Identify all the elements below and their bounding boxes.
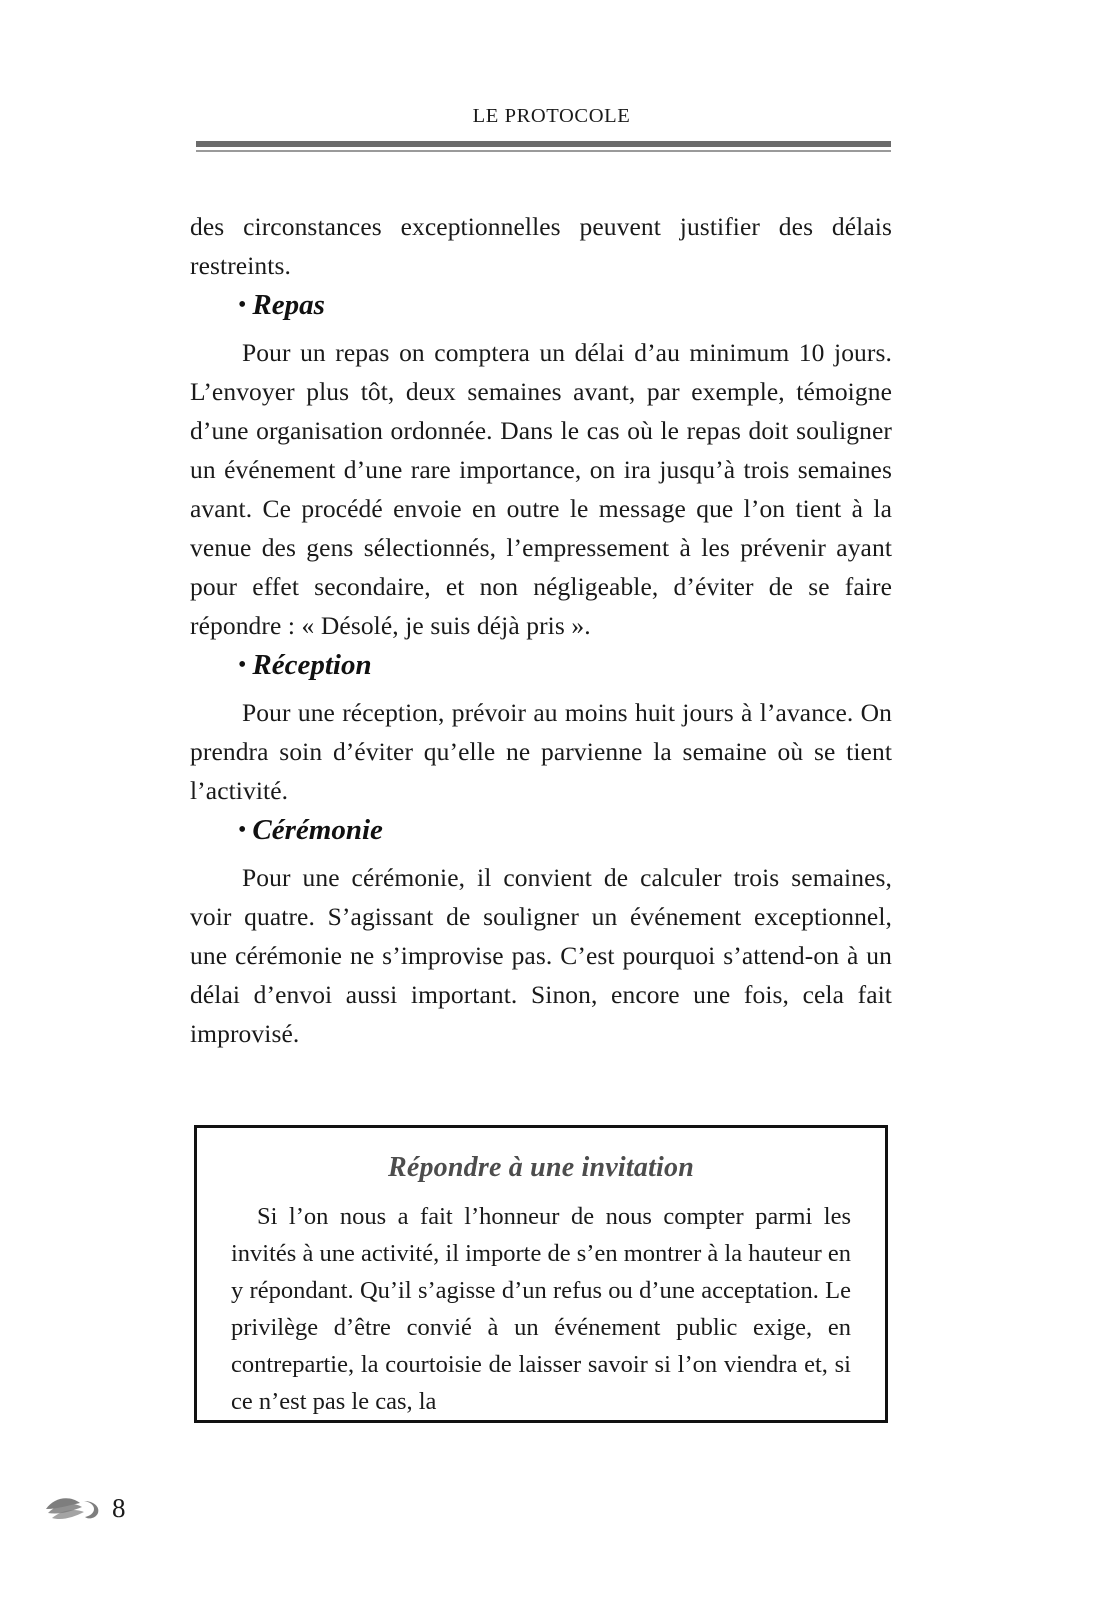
section-paragraph-ceremonie: Pour une cérémonie, il convient de calculer trois semaines, voir quatre. S’agissant de souligner un événement exceptionnel, une cérémonie ne s’improvise pas. C’est pourquoi s’attend-on à un délai d’envoi aussi important. Sinon, encore une fois, cela fait improvisé.: [190, 863, 892, 1048]
section-heading-reception: [190, 645, 892, 685]
header-rule-thin: [196, 150, 891, 152]
section-paragraph-reception: Pour une réception, prévoir au moins huit jours à l’avance. On prendra soin d’éviter qu’elle ne parvienne la semaine où se tient l’activité.: [190, 698, 892, 805]
section-paragraph-repas: Pour un repas on comptera un délai d’au minimum 10 jours. L’envoyer plus tôt, deux semaines avant, par exemple, témoigne d’une organisation ordonnée. Dans le cas où le repas doit souligner un événement d’une rare importance, on ira jusqu’à trois semaines avant. Ce procédé envoie en outre le message que l’on tient à la venue des gens sélectionnés, l’empressement à les prévenir ayant pour effet secondaire, et non négligeable, d’éviter de se faire répondre : « Désolé, je suis déjà pris ».: [190, 338, 892, 640]
running-head: LE PROTOCOLE: [472, 105, 631, 127]
page-footer: [40, 1491, 126, 1525]
section-heading-ceremonie: [190, 810, 892, 850]
header-rule: [196, 141, 891, 152]
bullet-icon: •: [238, 817, 247, 843]
bullet-icon: •: [238, 292, 247, 318]
section-heading-label: Cérémonie: [252, 814, 383, 846]
header-rule-thick: [196, 141, 891, 147]
bullet-icon: •: [238, 652, 247, 678]
section-heading-repas: [190, 285, 892, 325]
leaf-ornament-icon: [40, 1491, 106, 1525]
callout-box: [194, 1125, 888, 1423]
main-text-column: [190, 207, 892, 1053]
section-heading-label: Réception: [252, 649, 372, 681]
intro-paragraph: des circonstances exceptionnelles peuvent justifier des délais restreints.: [190, 212, 892, 280]
callout-title: Répondre à une invitation: [387, 1152, 695, 1183]
callout-text: Si l’on nous a fait l’honneur de nous compter parmi les invités à une activité, il importe de s’en montrer à la hauteur en y répondant. Qu’il s’agisse d’un refus ou d’une acceptation. Le privilège d’être convié à un événement public exige, en contrepartie, la courtoisie de laisser savoir si l’on viendra et, si ce n’est pas le cas, la: [231, 1203, 851, 1415]
page-number: 8: [112, 1492, 126, 1523]
section-heading-label: Repas: [252, 289, 325, 321]
